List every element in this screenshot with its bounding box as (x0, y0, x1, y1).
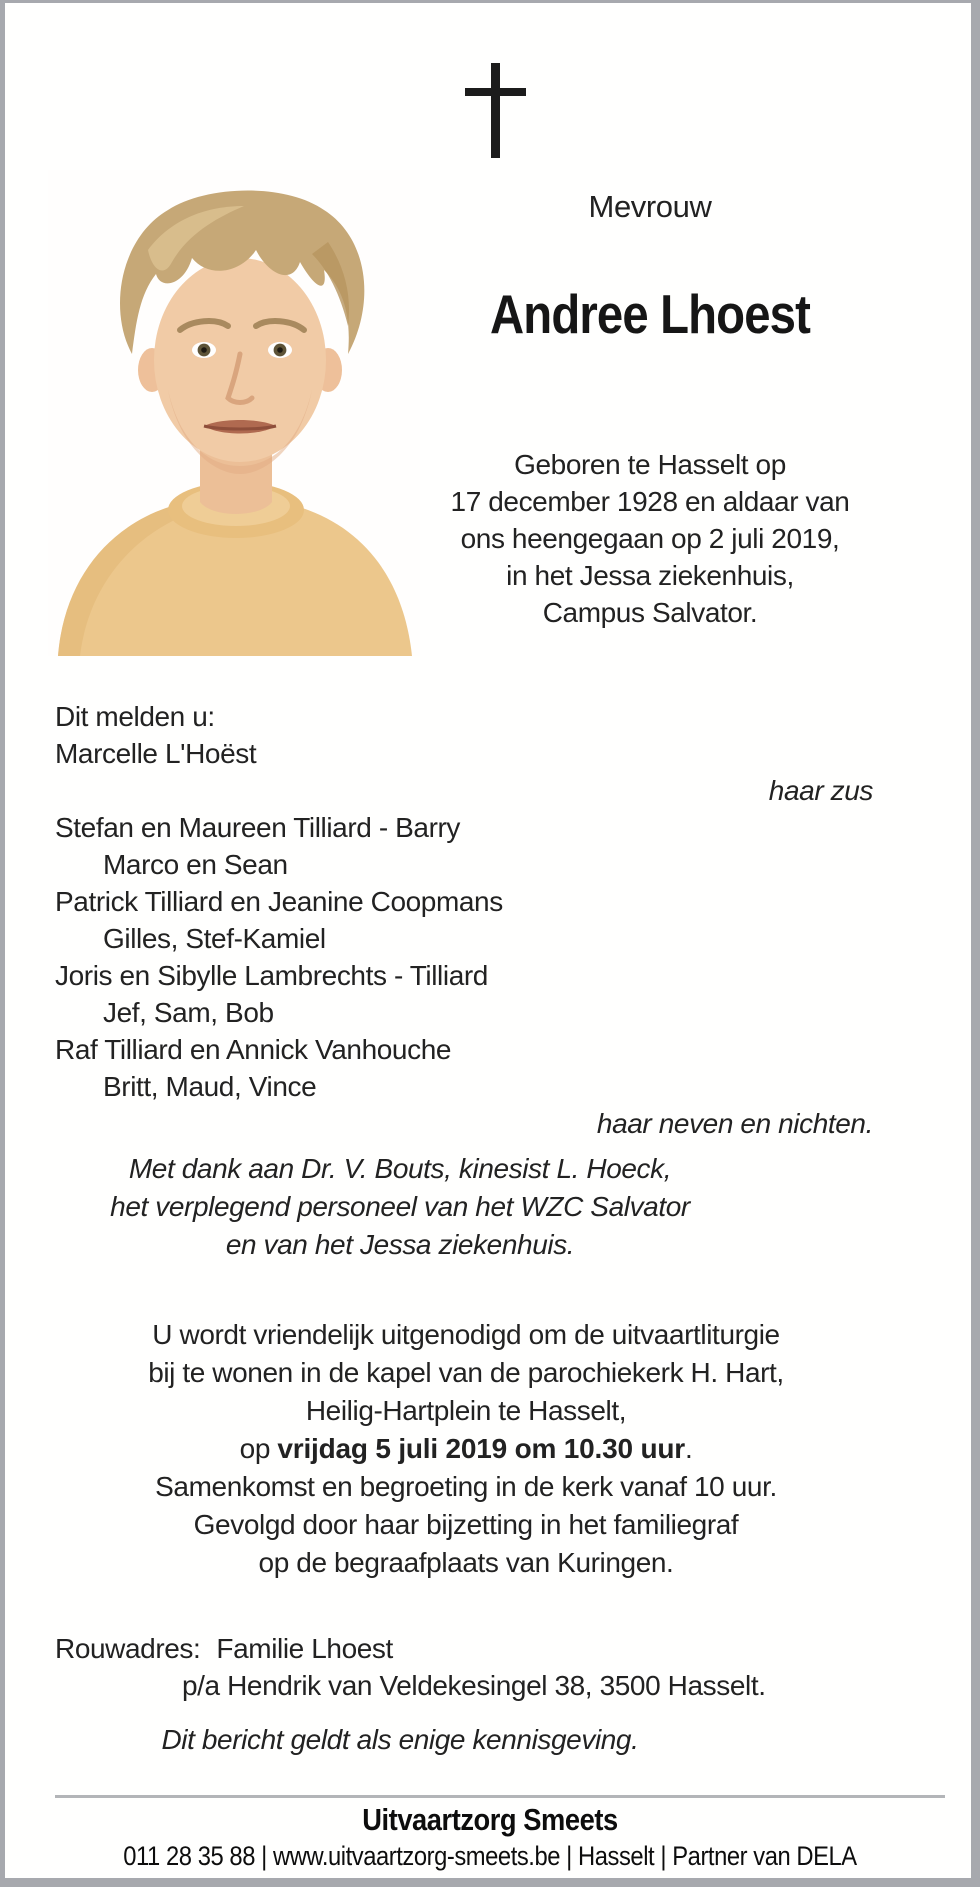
service-block (60, 1316, 872, 1582)
service-date: vrijdag 5 juli 2019 om 10.30 uur (277, 1433, 685, 1464)
funeral-home-name: Uitvaartzorg Smeets (362, 1802, 618, 1837)
thanks-line: het verplegend personeel van het WZC Salvator (110, 1191, 690, 1222)
service-line: Heilig-Hartplein te Hasselt, (305, 1395, 627, 1426)
cross-icon (460, 60, 530, 160)
family-couple: Stefan en Maureen Tilliard - Barry (55, 812, 461, 843)
family-relation: haar neven en nichten. (596, 1108, 873, 1139)
single-notice: Dit bericht geldt als enige kennisgeving. (161, 1724, 639, 1755)
salutation: Mevrouw (588, 189, 712, 224)
footer-divider (55, 1795, 945, 1798)
birth-death-line: Campus Salvator. (542, 597, 758, 628)
service-date-line (60, 1430, 872, 1468)
mourning-address-label: Rouwadres: (55, 1633, 201, 1664)
family-children: Gilles, Stef-Kamiel (103, 923, 326, 954)
birth-death-line: Geboren te Hasselt op (514, 449, 786, 480)
birth-death-line: ons heengegaan op 2 juli 2019, (460, 523, 840, 554)
thanks-line: Met dank aan Dr. V. Bouts, kinesist L. Hoeck, (128, 1153, 672, 1184)
service-line: Samenkomst en begroeting in de kerk vanaf 10 uur. (155, 1471, 777, 1502)
family-couple: Joris en Sibylle Lambrechts - Tilliard (55, 960, 488, 991)
mourning-address (55, 1630, 915, 1704)
birth-death-block (420, 446, 880, 631)
portrait-photo (48, 170, 420, 656)
thanks-line: en van het Jessa ziekenhuis. (225, 1229, 575, 1260)
family-children: Britt, Maud, Vince (103, 1071, 317, 1102)
family-children: Marco en Sean (103, 849, 288, 880)
service-date-suffix: . (684, 1433, 693, 1464)
service-date-prefix: op (239, 1433, 278, 1464)
family-couple: Raf Tilliard en Annick Vanhouche (55, 1034, 452, 1065)
birth-death-line: in het Jessa ziekenhuis, (506, 560, 794, 591)
announcement-intro: Dit melden u: (55, 701, 215, 732)
service-line: U wordt vriendelijk uitgenodigd om de uitvaartliturgie (152, 1319, 780, 1350)
service-line: op de begraafplaats van Kuringen. (258, 1547, 674, 1578)
birth-death-line: 17 december 1928 en aldaar van (450, 486, 850, 517)
deceased-name: Andree Lhoest (490, 283, 810, 345)
family-children: Jef, Sam, Bob (103, 997, 274, 1028)
funeral-home-contact: 011 28 35 88 | www.uitvaartzorg-smeets.be | Hasselt | Partner van DELA (123, 1841, 857, 1871)
sister-name: Marcelle L'Hoëst (55, 738, 257, 769)
sister-relation: haar zus (768, 775, 873, 806)
service-line: bij te wonen in de kapel van de parochiekerk H. Hart, (148, 1357, 784, 1388)
thanks-block (55, 1150, 745, 1264)
family-couple: Patrick Tilliard en Jeanine Coopmans (55, 886, 503, 917)
mourning-address-line1 (55, 1630, 915, 1667)
service-line: Gevolgd door haar bijzetting in het familiegraf (193, 1509, 739, 1540)
family-announcement (55, 698, 873, 1142)
mourning-address-street: p/a Hendrik van Veldekesingel 38, 3500 Hasselt. (182, 1670, 766, 1701)
mourning-address-family: Familie Lhoest (216, 1633, 393, 1664)
